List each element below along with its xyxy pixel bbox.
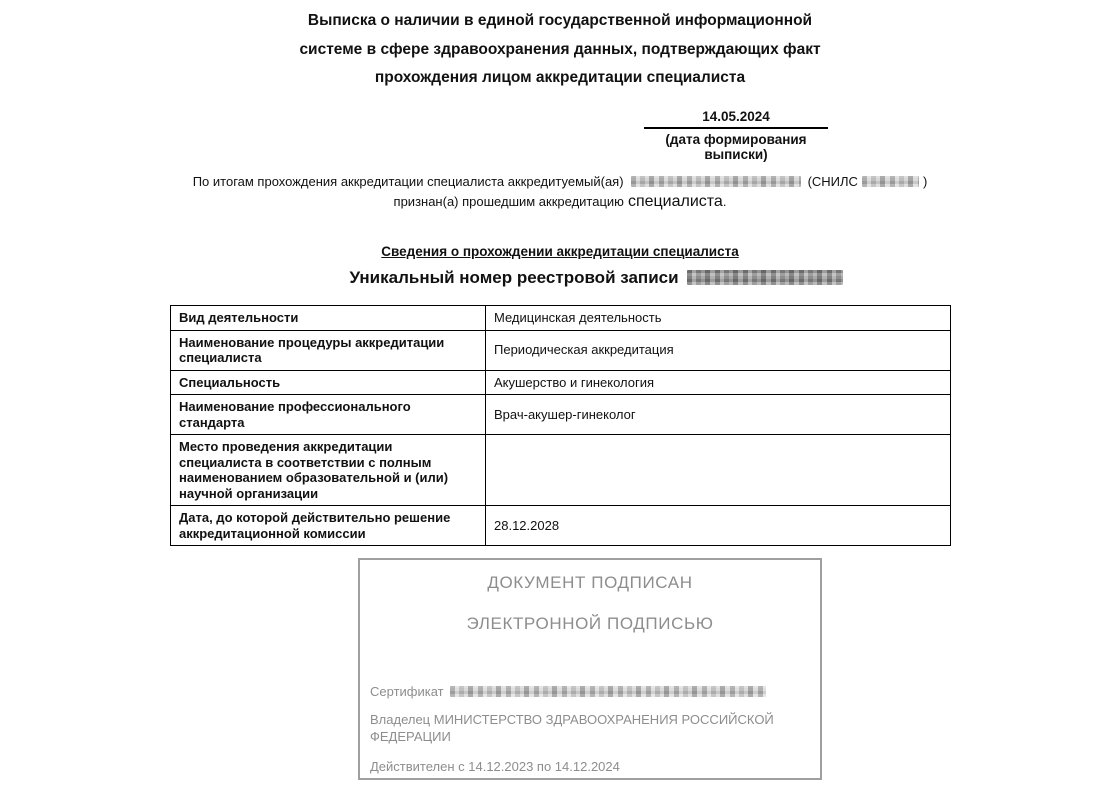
intro-period: . <box>722 194 727 209</box>
signature-title-line1: ДОКУМЕНТ ПОДПИСАН <box>487 573 693 592</box>
redacted-snils <box>862 176 919 187</box>
row-value: 28.12.2028 <box>486 506 951 546</box>
row-value <box>486 435 951 506</box>
table-row <box>171 435 951 506</box>
certificate-label: Сертификат <box>370 684 444 699</box>
intro-paragraph <box>55 172 1065 212</box>
row-label: Специальность <box>171 370 486 395</box>
table-row <box>171 330 951 370</box>
snils-label: (СНИЛС <box>807 174 858 189</box>
certificate-owner: Владелец МИНИСТЕРСТВО ЗДРАВООХРАНЕНИЯ РОССИЙСКОЙ ФЕДЕРАЦИИ <box>370 712 774 744</box>
table-row <box>171 506 951 546</box>
signature-stamp <box>358 558 822 780</box>
document-title-line: системе в сфере здравоохранения данных, подтверждающих факт <box>299 40 821 58</box>
registry-number-label: Уникальный номер реестровой записи <box>349 268 679 287</box>
redacted-registry-number <box>687 270 843 285</box>
row-label: Место проведения аккредитации специалиста в соответствии с полным наименованием образовательной и (или) научной организации <box>171 435 486 506</box>
issue-date: 14.05.2024 <box>644 109 828 129</box>
table-row <box>171 395 951 435</box>
row-label: Наименование процедуры аккредитации специалиста <box>171 330 486 370</box>
issue-date-block <box>644 109 828 162</box>
intro-text: По итогам прохождения аккредитации специалиста аккредитуемый(ая) <box>192 174 624 189</box>
snils-close-paren: ) <box>922 174 928 189</box>
table-row <box>171 306 951 331</box>
document-title <box>0 7 1120 93</box>
redacted-certificate-number <box>450 686 766 697</box>
table-row <box>171 370 951 395</box>
document-title-line: Выписка о наличии в единой государственной информационной <box>307 12 813 29</box>
specialist-emphasis: специалиста <box>627 193 723 210</box>
certificate-validity: Действителен с 14.12.2023 по 14.12.2024 <box>370 759 620 774</box>
row-label: Дата, до которой действительно решение аккредитационной комиссии <box>171 506 486 546</box>
document-title-line: прохождения лицом аккредитации специалиста <box>374 69 746 86</box>
row-label: Наименование профессионального стандарта <box>171 395 486 435</box>
certificate-line <box>370 684 810 699</box>
row-value: Врач-акушер-гинеколог <box>486 395 951 435</box>
registry-number-line <box>72 268 1120 288</box>
accreditation-table <box>170 305 951 546</box>
redacted-person-name <box>631 176 801 187</box>
issue-date-caption: (дата формирования выписки) <box>665 132 807 162</box>
row-value: Акушерство и гинекология <box>486 370 951 395</box>
signature-title-line2: ЭЛЕКТРОННОЙ ПОДПИСЬЮ <box>466 614 714 633</box>
intro-text: признан(а) прошедшим аккредитацию <box>393 194 624 209</box>
row-value: Медицинская деятельность <box>486 306 951 331</box>
row-label: Вид деятельности <box>171 306 486 331</box>
row-value: Периодическая аккредитация <box>486 330 951 370</box>
section-heading: Сведения о прохождении аккредитации специалиста <box>381 244 739 259</box>
